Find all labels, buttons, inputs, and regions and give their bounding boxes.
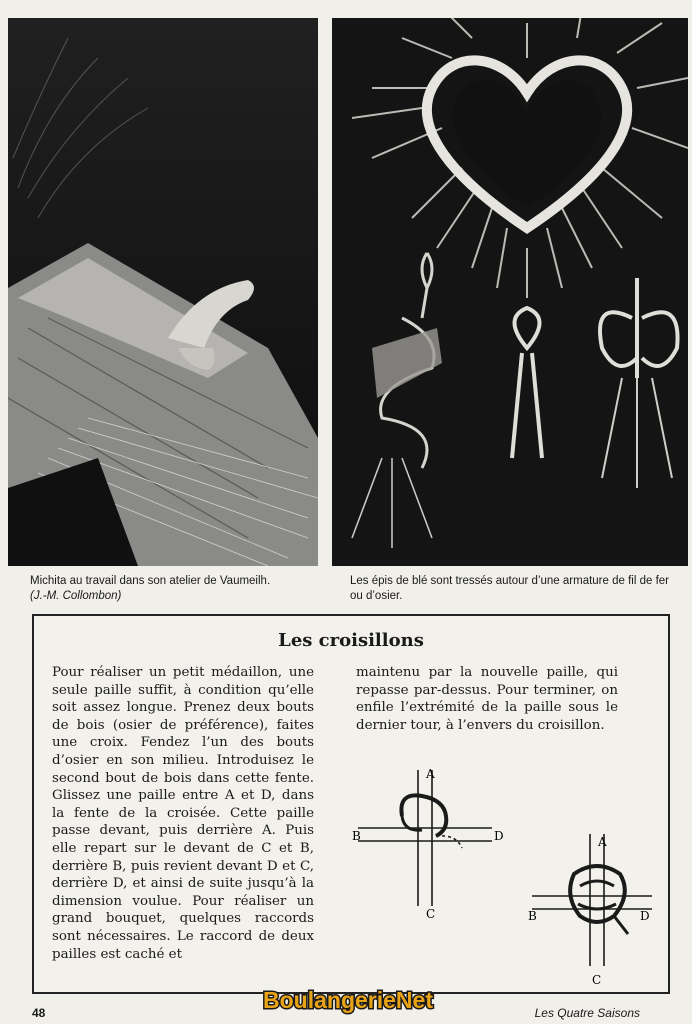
watermark-text: BoulangerieNet bbox=[263, 987, 433, 1013]
croisillon-diagrams bbox=[352, 766, 652, 988]
article-column-2: maintenu par la nouvelle paille, qui repasse par-dessus. Pour terminer, on enfile l’extrémité de la paille sous le dernier tour, à l’envers du croisillon. bbox=[356, 665, 618, 733]
caption-left-text: Michita au travail dans son atelier de Vaumeilh. bbox=[30, 575, 271, 587]
article-box bbox=[32, 614, 670, 994]
photo-artisan-at-work bbox=[8, 18, 318, 566]
article-title: Les croisillons bbox=[278, 630, 424, 651]
caption-right-text: Les épis de blé sont tressés autour d’une armature de fil de fer ou d’osier. bbox=[350, 575, 669, 602]
fig2-label-b: B bbox=[528, 909, 537, 923]
fig1-label-d: D bbox=[494, 829, 504, 843]
article-column-1: Pour réaliser un petit médaillon, une seule paille suffit, à condition qu’elle soit assez longue. Prenez deux bouts de bois (osier de préférence), faites une croix. Fendez l’un des bouts d’osier en son milieu. Introduisez le second bout de bois dans cette fente. Glissez une paille entre A et D, dans la fente de la croisée. Cette paille passe devant, puis derrière A. Puis elle repart sur le devant de C et B, derrière B, puis revient devant D et C, derrière D, et ainsi de suite jusqu’à la dimension voulue. Pour réaliser un grand bouquet, quelques raccords sont nécessaires. Le raccord de deux pailles est caché et bbox=[52, 665, 314, 962]
photo-artisan-image bbox=[8, 18, 318, 566]
caption-left bbox=[30, 574, 330, 604]
diagram-figure-2 bbox=[532, 834, 652, 966]
diagram-figure-1 bbox=[358, 770, 492, 906]
magazine-name: Les Quatre Saisons bbox=[534, 1006, 640, 1020]
caption-left-credit: (J.-M. Collombon) bbox=[30, 590, 122, 602]
fig1-label-a: A bbox=[426, 767, 435, 781]
caption-right bbox=[350, 574, 680, 604]
photo-ornaments-image bbox=[332, 18, 688, 566]
page-number: 48 bbox=[32, 1006, 46, 1020]
watermark-logo bbox=[258, 982, 438, 1018]
fig2-label-d: D bbox=[640, 909, 650, 923]
fig2-label-a: A bbox=[598, 835, 607, 849]
photo-wheat-ornaments bbox=[332, 18, 688, 566]
fig2-label-c: C bbox=[592, 973, 602, 987]
fig1-label-b: B bbox=[352, 829, 361, 843]
fig1-label-c: C bbox=[426, 907, 436, 921]
